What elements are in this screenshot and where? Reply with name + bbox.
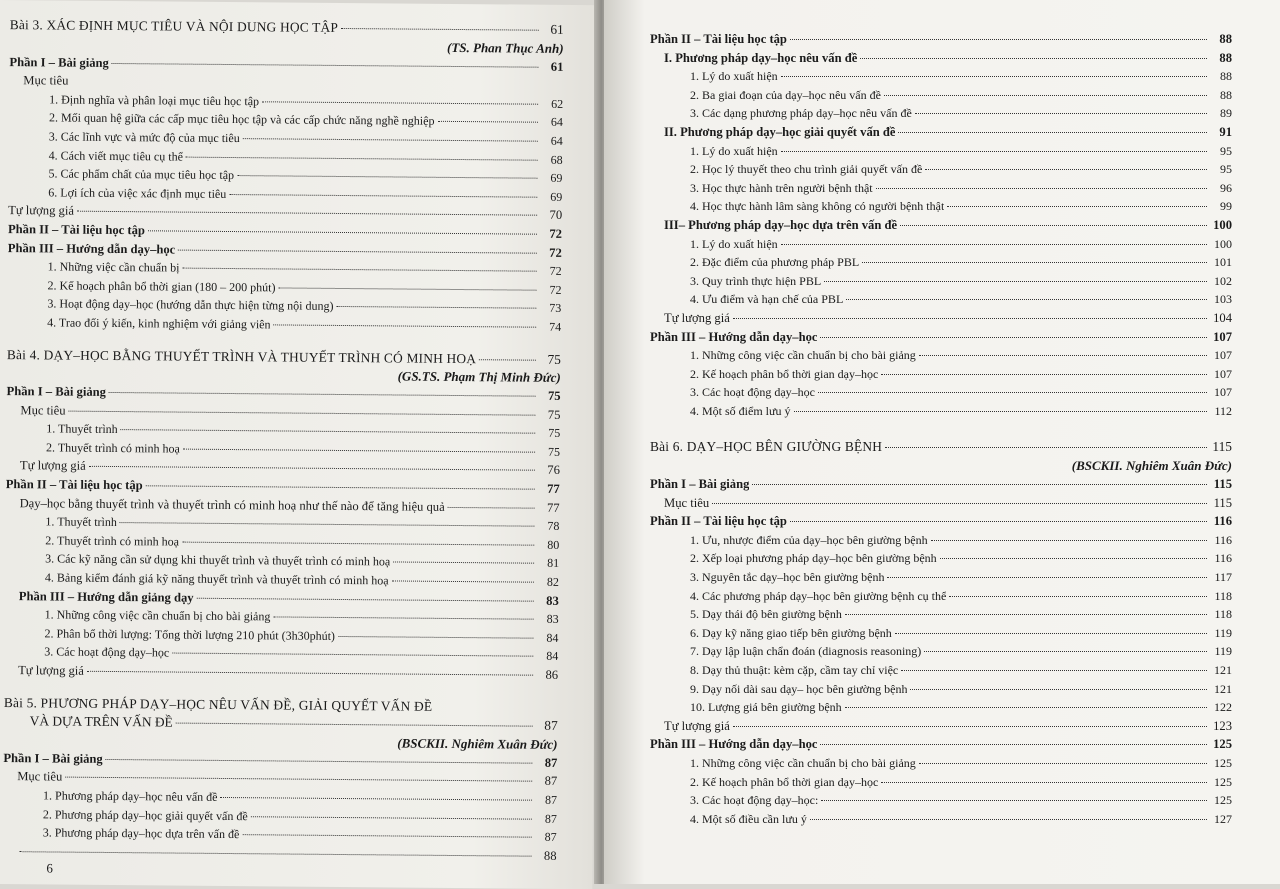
entry-title: Bài 3. XÁC ĐỊNH MỤC TIÊU VÀ NỘI DUNG HỌC TẬP [9, 17, 339, 35]
entry-title: Phần II – Tài liệu học tập [5, 477, 143, 493]
entry-title: 1. Những việc cần chuẩn bị [47, 259, 180, 275]
toc-subentry [650, 698, 1232, 717]
dot-leader [148, 230, 537, 234]
entry-title: 7. Dạy lập luận chẩn đoán (diagnosis reasoning) [690, 644, 922, 659]
entry-page-number: 121 [1214, 681, 1232, 696]
dot-leader [846, 299, 1207, 300]
entry-page-number: 117 [1214, 570, 1232, 585]
dot-leader [925, 169, 1207, 170]
toc-subentry [650, 197, 1232, 216]
entry-title: Phần II – Tài liệu học tập [7, 222, 145, 238]
dot-leader [790, 39, 1207, 40]
entry-page-number: 75 [547, 407, 561, 422]
dot-leader [121, 429, 536, 434]
toc-subentry [7, 313, 561, 336]
dot-leader [794, 411, 1207, 412]
entry-page-number: 87 [544, 792, 558, 807]
entry-title: Tự lượng giá [19, 458, 86, 474]
dot-leader [221, 797, 533, 801]
entry-page-number: 88 [1220, 69, 1232, 84]
dot-leader [243, 138, 538, 142]
dot-leader [947, 206, 1207, 207]
entry-page-number: 64 [550, 115, 564, 130]
entry-title: II. Phương pháp dạy–học giải quyết vấn đề [664, 124, 896, 139]
toc-subentry [650, 791, 1232, 810]
entry-title: Mục tiêu [23, 73, 69, 88]
entry-title: Phần II – Tài liệu học tập [650, 32, 787, 46]
entry-page-number: 74 [549, 319, 562, 334]
entry-title: 1. Ưu, nhược điểm của dạy–học bên giường bệnh [690, 532, 928, 547]
entry-title: 3. Các kỹ năng cần sử dụng khi thuyết trình và thuyết trình có minh hoạ [45, 551, 391, 569]
entry-title: Phần III – Hướng dẫn giảng dạy [18, 588, 194, 605]
entry-page-number: 69 [550, 170, 563, 186]
entry-page-number: 61 [550, 59, 564, 74]
entry-page-number: 123 [1213, 718, 1232, 733]
entry-page-number: 103 [1214, 292, 1232, 307]
chapter-author: (BSCKII. Nghiêm Xuân Đức) [397, 735, 558, 752]
toc-subentry [650, 754, 1232, 773]
toc-subentry [650, 86, 1232, 105]
entry-page-number: 77 [546, 500, 560, 515]
section-heading [650, 123, 1232, 142]
entry-page-number: 88 [1219, 32, 1232, 46]
dot-leader [733, 726, 1207, 727]
dot-leader [20, 851, 532, 856]
dot-leader [919, 763, 1207, 764]
entry-page-number: 95 [1220, 162, 1232, 177]
dot-leader [845, 614, 1207, 615]
entry-page-number: 116 [1213, 514, 1232, 529]
entry-title: 4. Ưu điểm và hạn chế của PBL [690, 292, 844, 307]
left-page [0, 0, 600, 889]
entry-title: 6. Lợi ích của việc xác định mục tiêu [48, 185, 227, 201]
toc-entry [650, 717, 1232, 736]
entry-page-number: 75 [547, 351, 561, 367]
toc-subentry [650, 402, 1232, 421]
entry-page-number: 118 [1214, 607, 1232, 622]
dot-leader [178, 249, 537, 253]
dot-leader [182, 541, 534, 545]
dot-leader [89, 466, 535, 471]
entry-page-number: 84 [546, 649, 559, 664]
dot-leader [924, 651, 1207, 652]
entry-title: 4. Bảng kiểm đánh giá kỹ năng thuyết trình và thuyết trình có minh hoạ [44, 570, 389, 588]
part-heading [650, 475, 1232, 494]
entry-page-number: 89 [1220, 106, 1232, 121]
dot-leader [242, 834, 531, 838]
entry-title: 5. Các phẩm chất của mục tiêu học tập [48, 166, 235, 183]
entry-title: 2. Đặc điểm của phương pháp PBL [690, 255, 860, 270]
entry-page-number: 119 [1214, 644, 1232, 659]
dot-leader [106, 759, 533, 764]
entry-page-number: 119 [1214, 625, 1232, 640]
dot-leader [274, 324, 537, 327]
entry-title: VÀ DỰA TRÊN VẤN ĐỀ [29, 713, 173, 730]
entry-title: 1. Lý do xuất hiện [690, 236, 778, 251]
entry-page-number: 88 [543, 848, 557, 863]
entry-title: 1. Định nghĩa và phân loại mục tiêu học tập [49, 92, 260, 109]
entry-page-number: 72 [549, 226, 563, 241]
entry-page-number: 116 [1214, 551, 1232, 566]
entry-page-number: 61 [550, 21, 564, 37]
entry-title: 1. Thuyết trình [45, 514, 117, 530]
entry-page-number: 112 [1214, 403, 1232, 418]
dot-leader [881, 782, 1207, 783]
entry-page-number: 77 [547, 481, 560, 496]
entry-title: 4. Một số điểm lưu ý [690, 403, 791, 418]
dot-leader [77, 211, 537, 216]
toc-subentry [650, 810, 1232, 829]
toc-subentry [650, 235, 1232, 254]
entry-title: 3. Phương pháp dạy–học dựa trên vấn đề [42, 825, 240, 842]
section-heading [650, 216, 1232, 235]
entry-title: 1. Những công việc cần chuẩn bị cho bài giảng [690, 755, 916, 770]
dot-leader [87, 671, 533, 676]
entry-title: Phần III – Hướng dẫn dạy–học [650, 737, 818, 752]
entry-page-number: 87 [544, 717, 558, 734]
entry-page-number: 107 [1213, 329, 1232, 344]
entry-page-number: 96 [1220, 180, 1232, 195]
toc-subentry [650, 568, 1232, 587]
dot-leader [885, 447, 1207, 448]
chapter-author: (BSCKII. Nghiêm Xuân Đức) [1071, 458, 1232, 474]
dot-leader [910, 689, 1207, 690]
entry-page-number: 72 [549, 263, 562, 279]
entry-page-number: 115 [1213, 495, 1232, 510]
dot-leader [919, 355, 1207, 356]
toc-subentry [650, 253, 1232, 272]
toc-subentry [650, 549, 1232, 568]
dot-leader [820, 337, 1207, 338]
dot-leader [273, 617, 533, 620]
part-heading [650, 735, 1232, 754]
entry-title: Mục tiêu [664, 495, 710, 510]
dot-leader [818, 392, 1207, 393]
entry-title: 10. Lượng giá bên giường bệnh [690, 700, 842, 715]
dot-leader [733, 318, 1207, 319]
dot-leader [251, 816, 532, 819]
dot-leader [876, 188, 1207, 189]
dot-leader [781, 151, 1207, 152]
toc-subentry [650, 272, 1232, 291]
toc-subentry [650, 624, 1232, 643]
entry-page-number: 78 [547, 519, 560, 534]
entry-page-number: 81 [547, 556, 560, 571]
entry-page-number: 76 [547, 463, 560, 478]
dot-leader [146, 485, 535, 489]
entry-title: Mục tiêu [20, 402, 66, 418]
entry-page-number: 83 [546, 593, 559, 608]
entry-title: 3. Các dạng phương pháp dạy–học nêu vấn đề [690, 106, 912, 121]
toc-subentry [650, 680, 1232, 699]
dot-leader [176, 723, 533, 727]
toc-subentry [650, 142, 1232, 161]
entry-title: 2. Mối quan hệ giữa các cấp mục tiêu học tập và các cấp chức năng nghề nghiệp [48, 110, 435, 129]
entry-title: 1. Lý do xuất hiện [690, 69, 778, 84]
entry-page-number: 73 [549, 301, 562, 316]
entry-page-number: 127 [1214, 811, 1232, 826]
entry-title: Phần I – Bài giảng [3, 750, 103, 766]
entry-title: 8. Dạy thủ thuật: kèm cặp, cầm tay chỉ việc [690, 663, 899, 677]
entry-page-number: 107 [1214, 366, 1232, 381]
dot-leader [182, 268, 536, 272]
dot-leader [781, 244, 1207, 245]
entry-title: 2. Kế hoạch phân bổ thời gian dạy–học [690, 366, 879, 381]
entry-page-number: 88 [1219, 50, 1232, 65]
entry-title: 3. Các hoạt động dạy–học [44, 644, 170, 660]
toc-entry [2, 842, 556, 865]
dot-leader [781, 76, 1207, 77]
entry-title: Phần I – Bài giảng [9, 54, 109, 70]
entry-page-number: 69 [550, 189, 563, 204]
dot-leader [915, 113, 1207, 114]
entry-page-number: 116 [1214, 532, 1232, 547]
entry-page-number: 75 [548, 426, 561, 441]
dot-leader [112, 63, 539, 68]
entry-title: Bài 5. PHƯƠNG PHÁP DẠY–HỌC NÊU VẤN ĐỀ, GIẢI QUYẾT VẤN ĐỀ [3, 694, 433, 714]
entry-title: Phần III – Hướng dẫn dạy–học [7, 240, 176, 257]
dot-leader [824, 281, 1207, 282]
entry-page-number: 75 [547, 388, 561, 404]
entry-title: 5. Dạy thái độ bên giường bệnh [690, 607, 842, 622]
entry-title: 3. Các hoạt động dạy–học: [690, 793, 819, 808]
entry-page-number: 86 [545, 667, 559, 682]
entry-title: Tự lượng giá [18, 663, 84, 678]
toc-subentry [650, 160, 1232, 179]
toc-subentry [650, 642, 1232, 661]
dot-leader [931, 540, 1207, 541]
toc-subentry [650, 383, 1232, 402]
entry-page-number: 107 [1214, 348, 1232, 363]
dot-leader [341, 28, 539, 31]
chapter-author: (GS.TS. Phạm Thị Minh Đức) [397, 368, 561, 386]
dot-leader [712, 503, 1207, 504]
entry-page-number: 64 [550, 133, 563, 148]
entry-title: 3. Các lĩnh vực và mức độ của mục tiêu [48, 129, 240, 146]
entry-page-number: 72 [549, 245, 562, 260]
part-heading [650, 328, 1232, 347]
entry-title: 4. Cách viết mục tiêu cụ thể [48, 147, 184, 164]
entry-page-number: 84 [546, 630, 559, 645]
toc-subentry [650, 67, 1232, 86]
dot-leader [237, 175, 537, 179]
dot-leader [183, 448, 535, 452]
entry-page-number: 125 [1214, 755, 1232, 770]
right-page [604, 0, 1280, 884]
entry-page-number: 62 [551, 96, 564, 111]
entry-title: I. Phương pháp dạy–học nêu vấn đề [664, 50, 858, 65]
entry-page-number: 87 [544, 811, 557, 826]
dot-leader [887, 577, 1207, 578]
dot-leader [940, 558, 1207, 559]
entry-page-number: 70 [549, 208, 563, 223]
toc-subentry [650, 290, 1232, 309]
dot-leader [860, 58, 1207, 59]
dot-leader [338, 636, 533, 639]
dot-leader [479, 359, 536, 360]
dot-leader [186, 156, 538, 160]
entry-title: Tự lượng giá [664, 718, 730, 733]
dot-leader [448, 507, 535, 509]
entry-title: 3. Hoạt động dạy–học (hướng dẫn thực hiện từng nội dung) [47, 296, 334, 314]
chapter-author: (TS. Phan Thục Anh) [446, 39, 564, 56]
entry-page-number: 91 [1219, 124, 1232, 139]
entry-page-number: 107 [1214, 385, 1232, 400]
entry-title: 1. Lý do xuất hiện [690, 143, 778, 158]
toc-subentry [650, 346, 1232, 365]
entry-title: Phần II – Tài liệu học tập [650, 514, 787, 529]
entry-page-number: 82 [546, 574, 560, 589]
entry-title: 2. Kế hoạch phân bổ thời gian (180 – 200 phút) [47, 278, 276, 295]
dot-leader [752, 484, 1207, 485]
entry-title: Mục tiêu [17, 769, 63, 784]
entry-title: 1. Phương pháp dạy–học nêu vấn đề [42, 788, 218, 804]
entry-title: 4. Học thực hành lâm sàng không có người bệnh thật [690, 199, 945, 214]
part-heading [650, 512, 1232, 531]
entry-title: 4. Trao đổi ý kiến, kinh nghiệm với giảng viên [47, 315, 271, 332]
toc-entry [650, 309, 1232, 328]
dot-leader [437, 121, 537, 123]
entry-title: 2. Phương pháp dạy–học giải quyết vấn đề [42, 806, 248, 823]
entry-page-number: 87 [544, 774, 558, 789]
entry-title: 2. Học lý thuyết theo chu trình giải quyết vấn đề [690, 162, 923, 177]
entry-title: 2. Thuyết trình có minh hoạ [45, 533, 180, 549]
toc-subentry [650, 104, 1232, 123]
entry-title: 3. Quy trình thực hiện PBL [690, 273, 822, 288]
entry-title: 2. Thuyết trình có minh hoạ [46, 440, 180, 456]
part-heading [650, 30, 1232, 49]
entry-title: Bài 6. DẠY–HỌC BÊN GIƯỜNG BỆNH [650, 439, 883, 455]
entry-title: III– Phương pháp dạy–học dựa trên vấn đề [664, 217, 898, 232]
entry-page-number: 121 [1214, 663, 1232, 677]
dot-leader [821, 800, 1207, 801]
toc-subentry [650, 531, 1232, 550]
entry-page-number: 88 [1220, 87, 1232, 102]
table-of-contents-right [650, 30, 1232, 828]
entry-title: Dạy–học bằng thuyết trình và thuyết trình có minh hoạ như thế nào để tăng hiệu quả [19, 495, 445, 514]
entry-page-number: 80 [547, 537, 560, 552]
entry-title: 4. Các phương pháp dạy–học bên giường bệnh cụ thể [690, 588, 947, 603]
entry-title: 9. Dạy nối dài sau dạy– học bên giường bệnh [690, 681, 908, 696]
entry-page-number: 125 [1213, 737, 1232, 752]
entry-page-number: 115 [1213, 477, 1232, 492]
toc-subentry [650, 605, 1232, 624]
entry-title: Phần I – Bài giảng [6, 384, 107, 400]
entry-title: 1. Những công việc cần chuẩn bị cho bài giảng [690, 348, 916, 363]
dot-leader [881, 374, 1207, 375]
entry-title: 1. Những công việc cần chuẩn bị cho bài giảng [44, 607, 271, 624]
dot-leader [197, 597, 534, 601]
table-of-contents-left [2, 16, 563, 865]
dot-leader [69, 410, 536, 415]
entry-page-number: 118 [1214, 588, 1232, 603]
entry-page-number: 83 [546, 612, 559, 627]
dot-leader [65, 777, 532, 782]
entry-page-number: 125 [1214, 793, 1232, 808]
dot-leader [393, 562, 534, 564]
entry-page-number: 72 [549, 282, 562, 297]
dot-leader [262, 101, 538, 104]
entry-title: 4. Một số điều cần lưu ý [690, 811, 807, 826]
entry-page-number: 125 [1214, 774, 1232, 789]
entry-title: Bài 4. DẠY–HỌC BẰNG THUYẾT TRÌNH VÀ THUYẾT TRÌNH CÓ MINH HOẠ [6, 346, 477, 366]
dot-leader [862, 262, 1207, 263]
dot-leader [810, 819, 1207, 820]
entry-title: 3. Học thực hành trên người bệnh thật [690, 180, 873, 195]
dot-leader [278, 287, 536, 290]
entry-title: 1. Thuyết trình [46, 421, 118, 437]
toc-subentry [650, 587, 1232, 606]
toc-entry [4, 661, 558, 684]
dot-leader [901, 670, 1207, 671]
entry-title: Phần III – Hướng dẫn dạy–học [650, 329, 818, 344]
dot-leader [845, 707, 1207, 708]
entry-title: Tự lượng giá [8, 203, 75, 218]
dot-leader [820, 744, 1207, 745]
dot-leader [336, 306, 536, 309]
dot-leader [109, 392, 536, 397]
entry-title: 6. Dạy kỹ năng giao tiếp bên giường bệnh [690, 625, 892, 640]
entry-title: 2. Phân bổ thời lượng: Tổng thời lượng 210 phút (3h30phút) [44, 626, 336, 643]
entry-title: 2. Kế hoạch phân bổ thời gian dạy–học [690, 774, 879, 789]
entry-page-number: 102 [1214, 273, 1232, 288]
entry-page-number: 87 [544, 829, 557, 845]
entry-title: 2. Xếp loại phương pháp dạy–học bên giường bệnh [690, 551, 937, 566]
toc-subentry [650, 661, 1232, 680]
dot-leader [949, 596, 1207, 597]
toc-subentry [650, 773, 1232, 792]
dot-leader [898, 132, 1207, 133]
dot-leader [895, 633, 1207, 634]
entry-page-number: 104 [1213, 310, 1232, 325]
entry-title: 3. Các hoạt động dạy–học [690, 385, 815, 400]
entry-title: Tự lượng giá [664, 310, 730, 325]
dot-leader [392, 580, 534, 582]
entry-page-number: 95 [1220, 143, 1232, 158]
entry-page-number: 100 [1214, 236, 1232, 251]
dot-leader [229, 194, 537, 198]
dot-leader [884, 95, 1207, 96]
entry-page-number: 75 [548, 444, 561, 459]
section-heading [650, 49, 1232, 68]
page-number: 6 [46, 860, 53, 876]
entry-page-number: 87 [544, 755, 558, 770]
dot-leader [120, 522, 535, 527]
entry-title: Phần I – Bài giảng [650, 477, 750, 492]
toc-subentry [650, 365, 1232, 384]
entry-page-number: 101 [1214, 255, 1232, 270]
entry-page-number: 122 [1214, 700, 1232, 715]
toc-subentry [650, 179, 1232, 198]
entry-title: 2. Ba giai đoạn của dạy–học nêu vấn đề [690, 87, 881, 102]
dot-leader [790, 521, 1207, 522]
entry-page-number: 68 [550, 152, 563, 167]
entry-page-number: 99 [1220, 199, 1232, 214]
dot-leader [900, 225, 1207, 226]
dot-leader [172, 653, 533, 657]
toc-entry [650, 494, 1232, 513]
entry-page-number: 115 [1212, 439, 1232, 455]
entry-title: 3. Nguyên tắc dạy–học bên giường bệnh [690, 570, 885, 585]
chapter-heading [650, 438, 1232, 457]
entry-page-number: 100 [1213, 217, 1232, 232]
